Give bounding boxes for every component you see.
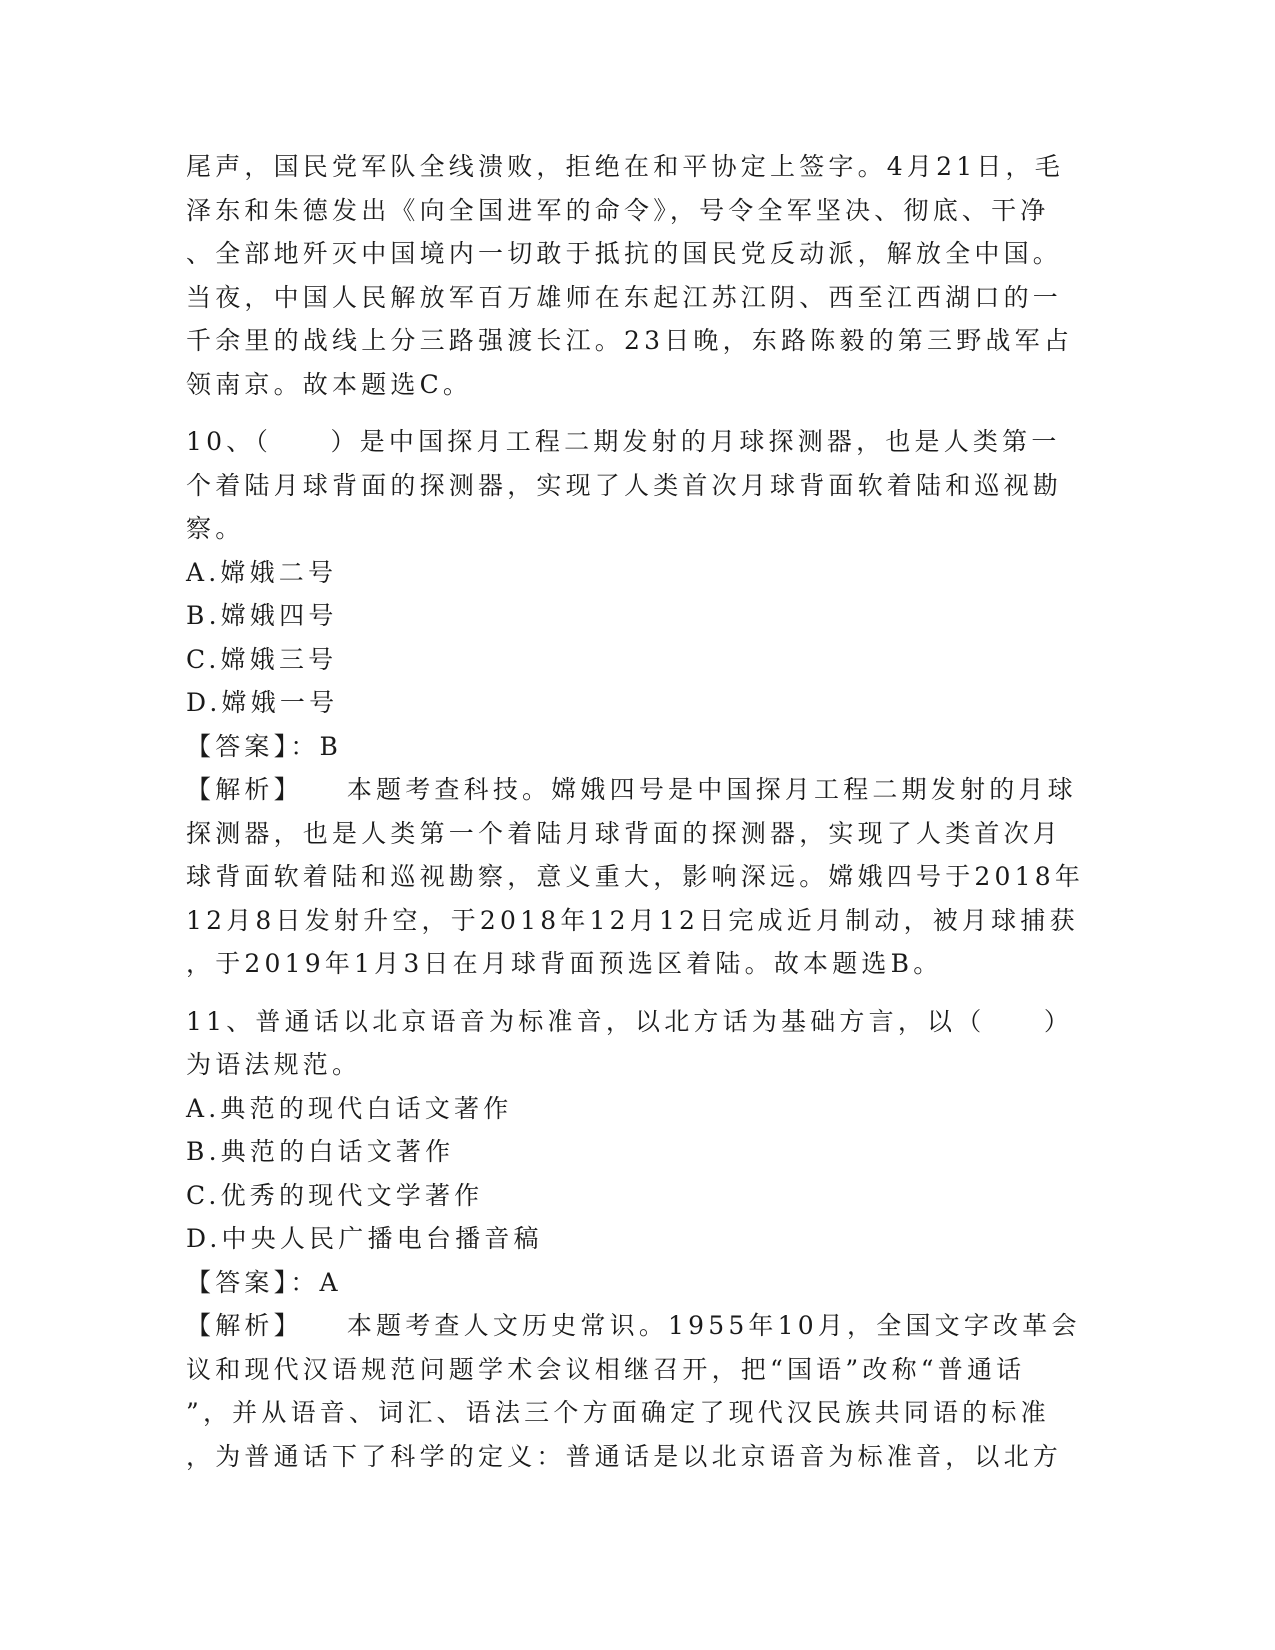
analysis-label: 【解析】 xyxy=(186,775,303,804)
analysis-label: 【解析】 xyxy=(186,1311,303,1340)
answer-line xyxy=(186,725,1086,769)
question-10 xyxy=(186,420,1086,986)
explanation-line: 千余里的战线上分三路强渡长江。23日晚，东路陈毅的第三野战军占 xyxy=(186,326,1074,355)
analysis-line: 探测器，也是人类第一个着陆月球背面的探测器，实现了人类首次月 xyxy=(186,818,1063,848)
option-a: A.嫦娥二号 xyxy=(186,557,338,587)
question-line: 察。 xyxy=(186,514,245,543)
analysis-line: 【解析】 本题考查人文历史常识。1955年10月，全国文字改革会 xyxy=(186,1311,1081,1340)
analysis-line: ”，并从语音、词汇、语法三个方面确定了现代汉民族共同语的标准 xyxy=(186,1398,1050,1427)
option-d: D.嫦娥一号 xyxy=(186,688,339,717)
answer-label: 【答案】 xyxy=(186,1267,291,1297)
question-10-analysis xyxy=(186,768,1086,986)
question-10-stem xyxy=(186,420,1086,551)
question-line: 个着陆月球背面的探测器，实现了人类首次月球背面软着陆和巡视勘 xyxy=(186,470,1063,500)
explanation-line: 尾声，国民党军队全线溃败，拒绝在和平协定上签字。4月21日，毛 xyxy=(186,152,1064,181)
option-b: B.嫦娥四号 xyxy=(186,601,338,630)
analysis-line: 球背面软着陆和巡视勘察，意义重大，影响深远。嫦娥四号于2018年 xyxy=(186,862,1085,891)
analysis-line: 12月8日发射升空，于2018年12月12日完成近月制动，被月球捕获 xyxy=(186,905,1079,935)
question-11 xyxy=(186,1000,1086,1479)
option-d: D.中央人民广播电台播音稿 xyxy=(186,1224,543,1253)
analysis-line: ，为普通话下了科学的定义：普通话是以北京语音为标准音，以北方 xyxy=(186,1441,1063,1471)
option-a: A.典范的现代白话文著作 xyxy=(186,1093,513,1123)
question-line: 11、普通话以北京语音为标准音，以北方话为基础方言，以（ ） xyxy=(186,1006,1074,1036)
explanation-line: 领南京。故本题选C。 xyxy=(186,369,473,399)
analysis-line: 【解析】 本题考查科技。嫦娥四号是中国探月工程二期发射的月球 xyxy=(186,775,1077,804)
answer-value: ：A xyxy=(290,1267,342,1297)
analysis-line: 议和现代汉语规范问题学术会议相继召开，把“国语”改称“普通话 xyxy=(186,1354,1026,1384)
question-11-analysis xyxy=(186,1304,1086,1478)
answer-value: ：B xyxy=(290,731,343,761)
analysis-line: ，于2019年1月3日在月球背面预选区着陆。故本题选B。 xyxy=(186,949,943,978)
question-line: 为语法规范。 xyxy=(186,1050,362,1079)
explanation-line: 泽东和朱德发出《向全国进军的命令》，号令全军坚决、彻底、干净 xyxy=(186,195,1050,225)
previous-explanation xyxy=(186,145,1086,406)
explanation-line: 当夜，中国人民解放军百万雄师在东起江苏江阴、西至江西湖口的一 xyxy=(186,282,1063,312)
page-content xyxy=(186,145,1086,1478)
question-10-options xyxy=(186,551,1086,725)
explanation-line: 、全部地歼灭中国境内一切敢于抵抗的国民党反动派，解放全中国。 xyxy=(186,239,1063,268)
option-c: C.优秀的现代文学著作 xyxy=(186,1180,484,1210)
answer-label: 【答案】 xyxy=(186,731,291,761)
question-line: 10、（ ）是中国探月工程二期发射的月球探测器，也是人类第一 xyxy=(186,427,1061,456)
option-c: C.嫦娥三号 xyxy=(186,644,338,674)
question-11-options xyxy=(186,1087,1086,1261)
option-b: B.典范的白话文著作 xyxy=(186,1137,455,1166)
question-11-stem xyxy=(186,1000,1086,1087)
answer-line xyxy=(186,1261,1086,1305)
